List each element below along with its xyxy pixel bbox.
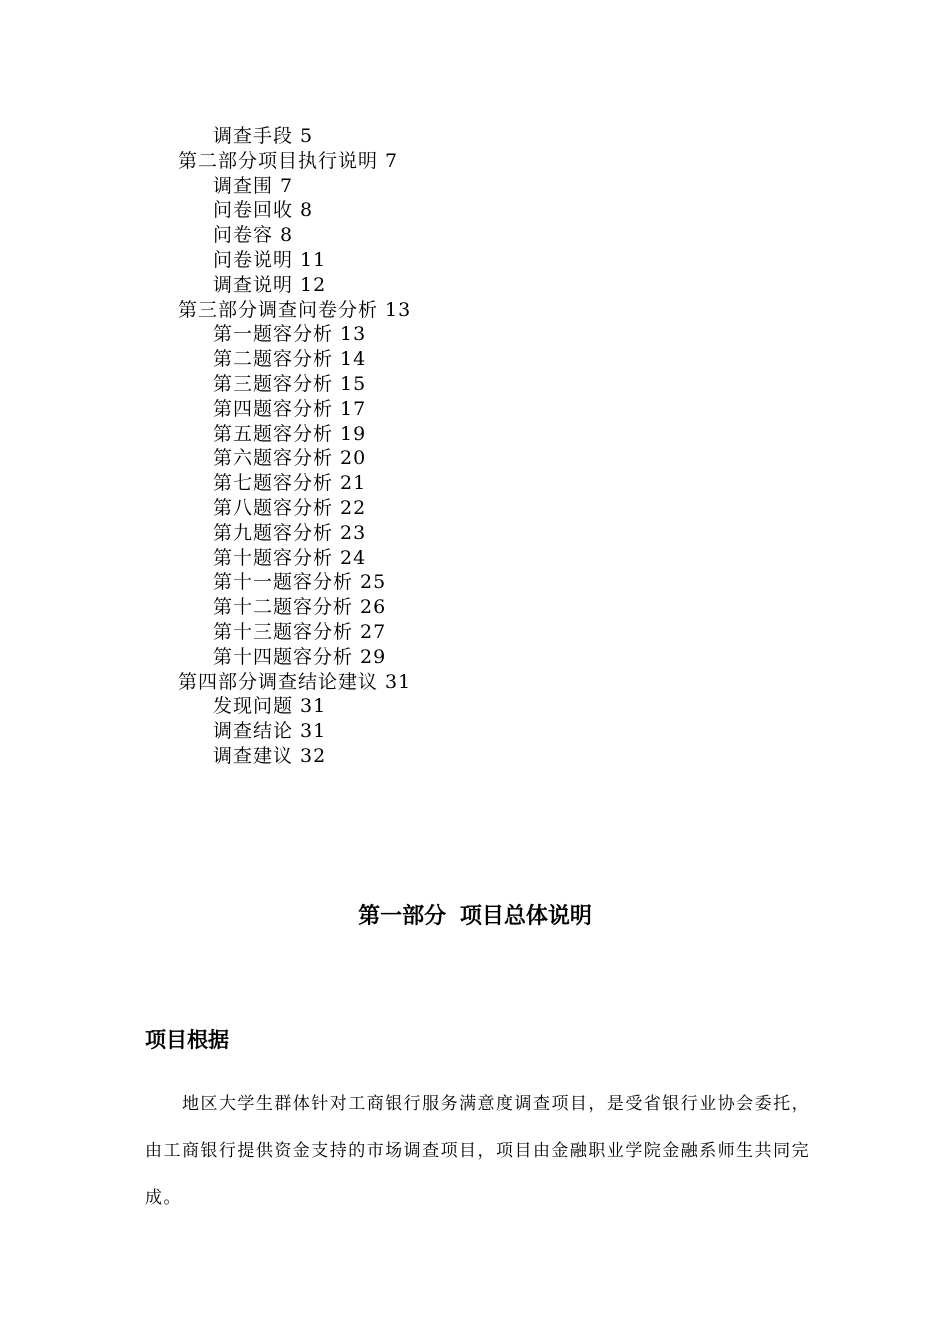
toc-entry[interactable]: 问卷回收 8 (213, 199, 314, 222)
toc-entry[interactable]: 第六题容分析 20 (213, 447, 367, 470)
toc-entry[interactable]: 第十一题容分析 25 (213, 571, 387, 594)
table-of-contents (0, 124, 950, 769)
toc-entry[interactable]: 调查手段 5 (213, 125, 314, 147)
toc-entry[interactable]: 第二题容分析 14 (213, 348, 367, 371)
toc-entry[interactable]: 第一题容分析 13 (213, 323, 367, 346)
toc-entry[interactable]: 第五题容分析 19 (213, 422, 367, 445)
toc-entry[interactable]: 第八题容分析 22 (213, 496, 367, 519)
toc-entry[interactable]: 第七题容分析 21 (213, 472, 367, 495)
toc-entry[interactable]: 第十题容分析 24 (213, 546, 367, 569)
body-paragraph: 地区大学生群体针对工商银行服务满意度调查项目，是受省银行业协会委托，由工商银行提供资金支持的市场调查项目，项目由金融职业学院金融系师生共同完成。 (145, 1094, 810, 1208)
toc-entry[interactable]: 第十二题容分析 26 (213, 596, 387, 619)
toc-part-entry[interactable]: 第二部分项目执行说明 7 (178, 149, 399, 172)
toc-entry[interactable]: 第九题容分析 23 (213, 521, 367, 544)
sub-heading: 项目根据 (145, 1028, 229, 1052)
toc-entry[interactable]: 发现问题 31 (213, 695, 327, 718)
toc-entry[interactable]: 第三题容分析 15 (213, 372, 367, 395)
toc-entry[interactable]: 第十四题容分析 29 (213, 645, 387, 668)
toc-entry[interactable]: 第四题容分析 17 (213, 397, 367, 420)
toc-entry[interactable]: 第十三题容分析 27 (213, 620, 387, 643)
toc-part-entry[interactable]: 第三部分调查问卷分析 13 (178, 298, 412, 321)
toc-entry[interactable]: 调查建议 32 (213, 744, 327, 767)
section-title: 第一部分 项目总体说明 (358, 904, 592, 929)
toc-part-entry[interactable]: 第四部分调查结论建议 31 (178, 670, 412, 693)
toc-entry[interactable]: 问卷说明 11 (213, 248, 327, 271)
toc-entry[interactable]: 调查结论 31 (213, 720, 327, 743)
toc-entry[interactable]: 问卷容 8 (213, 224, 294, 247)
toc-entry[interactable]: 调查说明 12 (213, 273, 327, 296)
toc-entry[interactable]: 调查围 7 (213, 174, 294, 197)
